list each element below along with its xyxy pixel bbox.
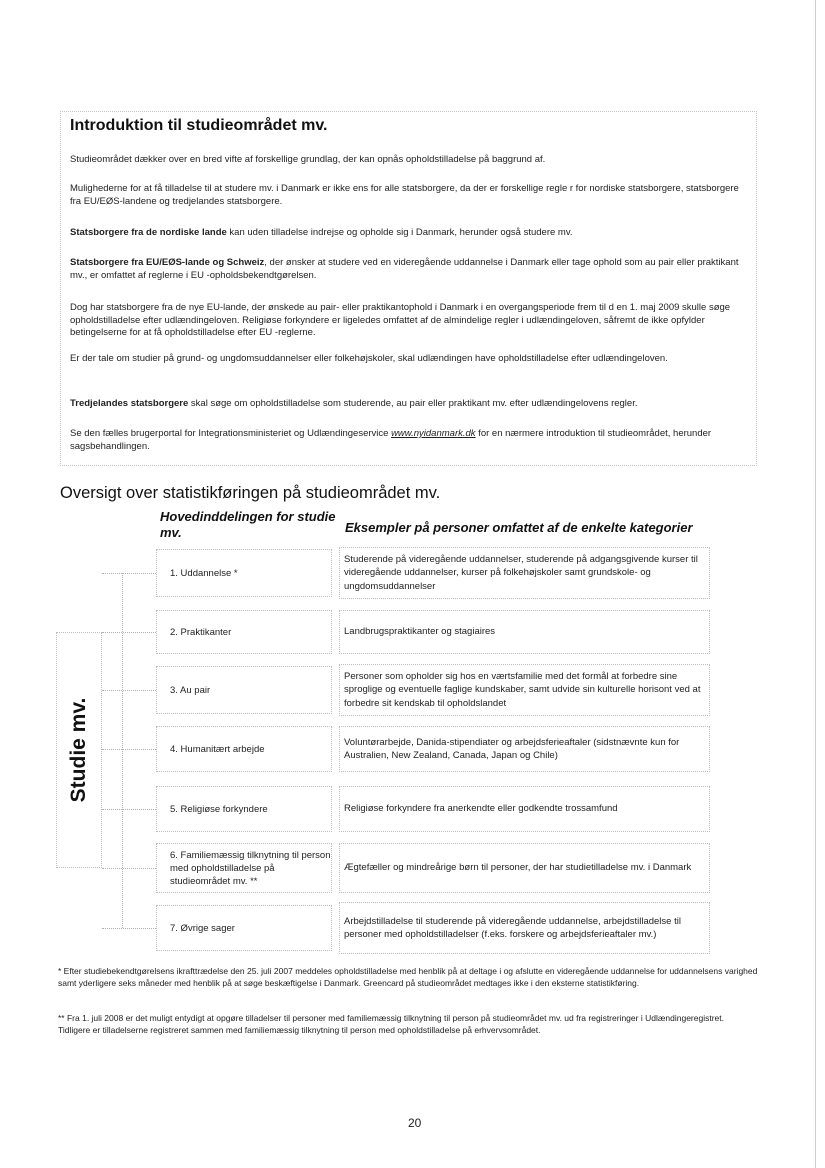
intro-paragraph-6: Er der tale om studier på grund- og ungdomsuddannelser eller folkehøjskoler, skal udlændingen have opholdstilladelse efter udlændingeloven. bbox=[70, 353, 668, 364]
example-box-2 bbox=[339, 610, 710, 654]
example-text: Studerende på videregående uddannelser, studerende på adgangsgivende kurser til videregående uddannelser, kurser på folkehøjskoler samt grundskole- og ungdomsuddannelser bbox=[344, 553, 698, 592]
example-text: Arbejdstilladelse til studerende på videregående uddannelse, arbejdstilladelse til personer med opholdstilladelser (f.eks. forskere og arbejdsferieaftaler mv.) bbox=[344, 915, 681, 940]
intro-paragraph-1: Studieområdet dækker over en bred vifte af forskellige grundlag, der kan opnås opholdstilladelse på baggrund af. bbox=[70, 154, 546, 165]
tree-connector-row-1 bbox=[102, 573, 156, 574]
intro-paragraph-5: Dog har statsborgere fra de nye EU-lande, der ønskede au pair- eller praktikantophold i Danmark i en overgangsperiode frem til d en 1. maj 2009 skulle søge opholdstilladelse efter udlændingeloven. Religiøse forkyndere er ligeledes omfattet af de almindelige regler i udlændingeloven, såfremt de ikke opfylder betingelserne for at få opholdstilladelse efter EU -reglerne. bbox=[70, 302, 731, 338]
intro-p4-bold: Statsborgere fra EU/EØS-lande og Schweiz bbox=[70, 257, 265, 268]
example-box-1 bbox=[339, 547, 710, 599]
overview-title: Oversigt over statistikføringen på studieområdet mv. bbox=[60, 484, 441, 502]
category-label: 6. Familiemæssig tilknytning til person med opholdstilladelse på studieområdet mv. ** bbox=[170, 849, 331, 887]
intro-p3-rest: kan uden tilladelse indrejse og opholde sig i Danmark, herunder også studere mv. bbox=[226, 227, 573, 238]
example-box-3 bbox=[339, 664, 710, 716]
category-label: 1. Uddannelse * bbox=[170, 567, 238, 579]
tree-connector-row-3 bbox=[102, 690, 156, 691]
intro-paragraph-8 bbox=[70, 428, 750, 453]
category-label: 3. Au pair bbox=[170, 684, 211, 696]
intro-p7-rest: skal søge om opholdstilladelse som studerende, au pair eller praktikant mv. efter udlændingelovens regler. bbox=[188, 398, 638, 409]
example-text: Personer som opholder sig hos en værtsfamilie med det formål at forbedre sine sproglige og eventuelle faglige kundskaber, samt udvide sin kulturelle horisont ved at forbedre sit kendskab til opholdslandet bbox=[344, 670, 701, 709]
intro-p4-rest: , der ønsker at studere ved en videregående uddannelse i Danmark eller tage ophold som au pair eller praktikant mv., er omfattet af reglerne i EU -opholdsbekendtgørelsen. bbox=[70, 257, 739, 281]
category-label: 4. Humanitært arbejde bbox=[170, 743, 265, 755]
tree-connector-row-6 bbox=[102, 868, 156, 869]
intro-p3-bold: Statsborgere fra de nordiske lande bbox=[70, 227, 227, 238]
category-box-1 bbox=[156, 549, 332, 597]
example-box-4 bbox=[339, 726, 710, 772]
intro-paragraph-3 bbox=[70, 227, 750, 240]
intro-paragraph-4 bbox=[70, 257, 750, 282]
category-box-6 bbox=[156, 843, 332, 893]
portal-link[interactable]: www.nyidanmark.dk bbox=[391, 428, 476, 439]
category-box-4 bbox=[156, 726, 332, 772]
example-text: Landbrugspraktikanter og stagiaires bbox=[344, 626, 496, 638]
scan-edge bbox=[815, 0, 816, 1168]
tree-connector-row-4 bbox=[102, 749, 156, 750]
category-box-2 bbox=[156, 610, 332, 654]
page-number: 20 bbox=[408, 1116, 422, 1130]
category-box-3 bbox=[156, 666, 332, 714]
example-box-5 bbox=[339, 786, 710, 832]
category-box-7 bbox=[156, 905, 332, 951]
category-box-5 bbox=[156, 786, 332, 832]
example-box-7 bbox=[339, 902, 710, 954]
side-label: Studie mv. bbox=[67, 697, 90, 803]
example-box-6 bbox=[339, 843, 710, 893]
example-text: Religiøse forkyndere fra anerkendte eller godkendte trossamfund bbox=[344, 803, 618, 815]
intro-paragraph-2: Mulighederne for at få tilladelse til at studere mv. i Danmark er ikke ens for alle statsborgere, da der er forskellige regle r for nordiske statsborgere, statsborgere fra EU/EØS-landene og tredjelandes statsborgere. bbox=[70, 183, 739, 207]
category-label: 5. Religiøse forkyndere bbox=[170, 803, 268, 815]
tree-connector-vertical bbox=[122, 573, 123, 928]
intro-p7-bold: Tredjelandes statsborgere bbox=[70, 398, 189, 409]
column-header-examples: Eksempler på personer omfattet af de enkelte kategorier bbox=[345, 520, 693, 535]
example-text: Ægtefæller og mindreårige børn til personer, der har studietilladelse mv. i Danmark bbox=[344, 862, 692, 874]
footnote-2: ** Fra 1. juli 2008 er det muligt entydigt at opgøre tilladelser til personer med familiemæssig tilknytning til person på studieområdet mv. ud fra registreringer i Udlændingeregistret. Tidligere er tilladelserne registreret sammen med familiemæssig tilknytning til person med opholdstilladelse på erhvervsområdet. bbox=[58, 1013, 724, 1035]
tree-connector-row-7 bbox=[102, 928, 156, 929]
example-text: Voluntørarbejde, Danida-stipendiater og arbejdsferieaftaler (sidstnævnte kun for Australien, New Zealand, Canada, Japan og Chile) bbox=[344, 736, 680, 761]
intro-p8-before: Se den fælles brugerportal for Integrationsministeriet og Udlændingeservice bbox=[70, 428, 392, 439]
category-label: 2. Praktikanter bbox=[170, 626, 232, 638]
intro-paragraph-7 bbox=[70, 398, 750, 411]
category-label: 7. Øvrige sager bbox=[170, 922, 235, 934]
footnote-1: * Efter studiebekendtgørelsens ikrafttrædelse den 25. juli 2007 meddeles opholdstilladelse med henblik på at deltage i og afslutte en videregående uddannelse for uddannelsens varighed samt yderligere seks måneder med henblik på at søge beskæftigelse i Danmark. Greencard på studieområdet medtages ikke i den eksterne statistikføring. bbox=[58, 966, 758, 988]
tree-connector-row-5 bbox=[102, 809, 156, 810]
intro-p8-after: for en nærmere introduktion til studieområdet, herunder sagsbehandlingen. bbox=[70, 428, 712, 452]
intro-title: Introduktion til studieområdet mv. bbox=[70, 117, 328, 134]
tree-connector-row-2 bbox=[102, 632, 156, 633]
column-header-main-categories: Hovedinddelingen for studie mv. bbox=[160, 509, 336, 540]
